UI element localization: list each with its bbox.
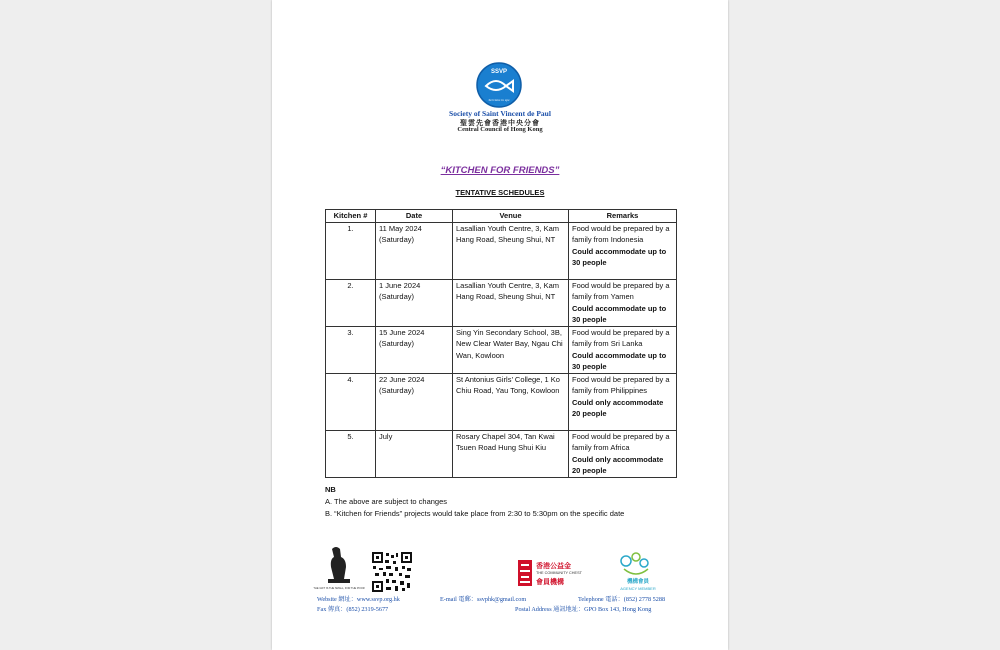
note-item: B. “Kitchen for Friends” projects would take place from 2:30 to 5:30pm on the specific date (325, 509, 625, 518)
footer-postal-address: Postal Address 通訊地址：GPO Box 143, Hong Kong (515, 606, 652, 613)
community-chest-logo (518, 558, 590, 590)
table-row (326, 279, 677, 326)
footer-telephone: Telephone 電話：(852) 2778 5288 (578, 596, 666, 603)
org-name-zh: 聖雲先會香港中央分會 (460, 119, 540, 127)
table-row (326, 373, 677, 430)
table-row (326, 222, 677, 279)
svg-text:AGENCY MEMBER: AGENCY MEMBER (620, 586, 656, 591)
notes-heading: NB (325, 485, 336, 494)
remarks-cell (569, 279, 677, 326)
svg-text:THE GIFT IS THE SMALL, FOR THE: THE GIFT IS THE SMALL, FOR THE POOR (313, 587, 365, 590)
schedule-table (325, 209, 677, 478)
kitchen-number: 4. (326, 373, 376, 430)
remark: Food would be prepared by a family from Philippines (572, 374, 670, 395)
venue-cell: St Antonius Girls’ College, 1 Ko Chiu Road, Yau Tong, Kowloon (453, 373, 569, 430)
date: 22 June 2024 (379, 374, 425, 384)
document-title: “KITCHEN FOR FRIENDS” (440, 165, 560, 176)
capacity: Could only accommodate 20 people (572, 454, 664, 475)
statue-logo (313, 545, 365, 591)
day: (Saturday) (379, 386, 415, 395)
svg-text:SSVP: SSVP (490, 69, 508, 75)
svg-text:香港公益金: 香港公益金 (536, 562, 571, 570)
capacity: Could accommodate up to 30 people (572, 303, 667, 324)
footer-website: Website 網址：www.ssvp.org.hk (317, 596, 400, 603)
capacity: Could accommodate up to 30 people (572, 246, 667, 267)
kitchen-number: 1. (326, 222, 376, 279)
org-council: Central Council of Hong Kong (457, 126, 543, 133)
header-date: Date (376, 210, 453, 223)
footer-email: E-mail 電郵：ssvphk@gmail.com (440, 596, 527, 603)
date-cell (376, 279, 453, 326)
footer-fax: Fax 傳真：(852) 2319-5677 (317, 606, 389, 613)
day: (Saturday) (379, 339, 415, 348)
capacity: Could accommodate up to 30 people (572, 350, 667, 371)
remarks-cell (569, 430, 677, 477)
notes (325, 484, 624, 520)
remarks-cell (569, 326, 677, 373)
org-name-en: Society of Saint Vincent de Paul (449, 109, 551, 118)
venue-cell: Lasallian Youth Centre, 3, Kam Hang Road, Sheung Shui, NT (453, 222, 569, 279)
date-cell (376, 222, 453, 279)
kitchen-number: 3. (326, 326, 376, 373)
table-row (326, 430, 677, 477)
table-row (326, 326, 677, 373)
hkcss-logo (612, 549, 664, 593)
remark: Food would be prepared by a family from Sri Lanka (572, 327, 670, 348)
svg-text:會員機構: 會員機構 (536, 578, 564, 586)
day: (Saturday) (379, 235, 415, 244)
kitchen-number: 2. (326, 279, 376, 326)
date-cell (376, 326, 453, 373)
date-cell (376, 373, 453, 430)
date-cell (376, 430, 453, 477)
venue-cell: Rosary Chapel 304, Tan Kwai Tsuen Road Hung Shui Kiu (453, 430, 569, 477)
header-remarks: Remarks (569, 210, 677, 223)
svg-text:THE COMMUNITY CHEST: THE COMMUNITY CHEST (536, 571, 582, 575)
kitchen-number: 5. (326, 430, 376, 477)
venue-cell: Lasallian Youth Centre, 3, Kam Hang Road, Sheung Shui, NT (453, 279, 569, 326)
qr-code-icon (371, 551, 413, 593)
table-header-row (326, 210, 677, 223)
svg-text:機構會員: 機構會員 (626, 579, 650, 585)
header-venue: Venue (453, 210, 569, 223)
remark: Food would be prepared by a family from Yamen (572, 280, 670, 301)
day: (Saturday) (379, 292, 415, 301)
date: 15 June 2024 (379, 327, 425, 337)
remarks-cell (569, 373, 677, 430)
remark: Food would be prepared by a family from Indonesia (572, 223, 670, 244)
date: 1 June 2024 (379, 280, 421, 290)
ssvp-logo (476, 62, 522, 108)
svg-text:Serviens in spe: Serviens in spe (488, 98, 510, 102)
date: July (379, 431, 393, 441)
venue-cell: Sing Yin Secondary School, 3B, New Clear Water Bay, Ngau Chi Wan, Kowloon (453, 326, 569, 373)
document-subtitle: TENTATIVE SCHEDULES (455, 188, 545, 197)
header-kitchen: Kitchen # (326, 210, 376, 223)
date: 11 May 2024 (379, 223, 422, 233)
remarks-cell (569, 222, 677, 279)
capacity: Could only accommodate 20 people (572, 397, 664, 418)
remark: Food would be prepared by a family from Africa (572, 431, 670, 452)
note-item: A. The above are subject to changes (325, 497, 448, 506)
